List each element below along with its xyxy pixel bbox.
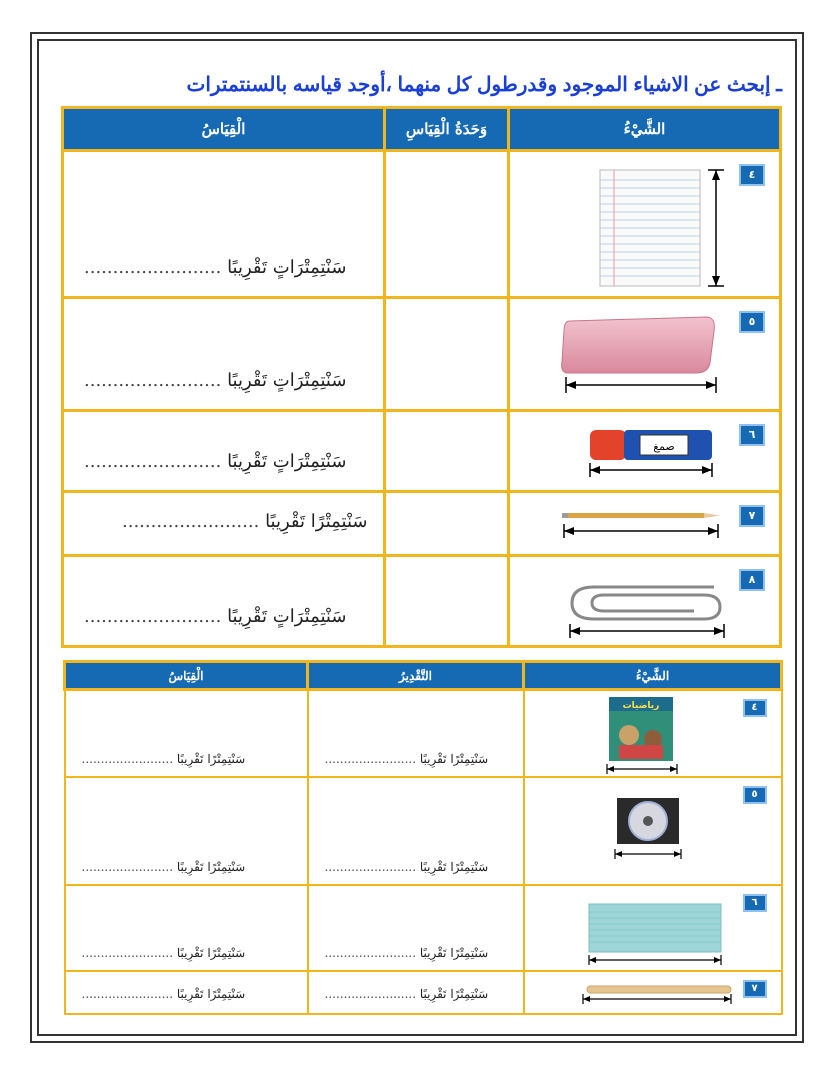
table-row [63,151,781,298]
answer-blank: ........................ [84,257,222,278]
answer-text: سَنْتِمِتْرًا تَقْرِيبًا [176,945,246,960]
answer-blank: ........................ [84,370,222,391]
measure-cell[interactable] [65,777,308,885]
answer-blank: ........................ [84,606,222,627]
item-number: ٧ [739,505,765,527]
table-row [63,411,781,492]
page-title: ـ إبحث عن الاشياء الموجود وقدرطول كل منهما ،أوجد قياسه بالسنتمترات [186,74,782,96]
measure-cell[interactable] [63,492,385,556]
answer-blank: ........................ [122,511,260,532]
measurement-table [61,106,782,648]
item-number: ٧ [743,980,767,998]
table-header-row [65,662,782,690]
header-estimate: التَّقْدِيرُ [308,662,524,690]
eraser-icon [556,313,736,403]
table-row [63,492,781,556]
table-row [63,556,781,647]
glue-stick-icon [582,424,732,484]
table-row [65,690,782,777]
unit-cell[interactable] [385,151,509,298]
paper-clip-icon [564,575,734,639]
estimate-cell[interactable] [308,690,524,777]
measure-cell[interactable] [65,885,308,971]
table-row [65,777,782,885]
item-number: ٤ [743,699,767,717]
measure-cell[interactable] [63,411,385,492]
item-number: ٥ [743,786,767,804]
answer-text: سَنْتِمِتْرًا تَقْرِيبًا [176,751,246,766]
header-object: الشَّيْءُ [509,108,781,151]
header-object: الشَّيْءُ [524,662,782,690]
header-measure: الْقِيَاسُ [65,662,308,690]
item-number: ٤ [739,164,765,186]
object-cell [509,298,781,411]
unit-cell[interactable] [385,411,509,492]
estimate-blank: ........................ [324,945,417,960]
unit-cell[interactable] [385,492,509,556]
object-cell [524,777,782,885]
answer-text: سَنْتِمِتْرَاتٍ تَقْرِيبًا [227,370,347,391]
answer-text: سَنْتِمِتْرَاتٍ تَقْرِيبًا [227,257,347,278]
estimate-cell[interactable] [308,885,524,971]
item-number: ٥ [739,311,765,333]
measure-cell[interactable] [63,151,385,298]
estimate-table [63,660,783,1015]
measure-cell[interactable] [63,556,385,647]
glue-label: صمغ [653,440,675,453]
estimate-cell[interactable] [308,971,524,1014]
pencil-icon [558,509,728,545]
index-card-icon [583,900,733,966]
answer-text: سَنْتِمِتْرًا تَقْرِيبًا [176,859,246,874]
notebook-paper-icon [598,166,738,291]
object-cell [509,151,781,298]
estimate-text: سَنْتِمِتْرًا تَقْرِيبًا [419,859,489,874]
unit-cell[interactable] [385,298,509,411]
table-header-row [63,108,781,151]
answer-blank: ........................ [81,986,174,1001]
estimate-blank: ........................ [324,859,417,874]
table-row [65,971,782,1014]
book-title: رياضيات [622,701,659,711]
object-cell [509,492,781,556]
unit-cell[interactable] [385,556,509,647]
estimate-text: سَنْتِمِتْرًا تَقْرِيبًا [419,986,489,1001]
header-measure: الْقِيَاسُ [63,108,385,151]
header-unit: وَحَدَةُ الْقِيَاسِ [385,108,509,151]
answer-blank: ........................ [84,451,222,472]
answer-text: سَنْتِمِتْرَاتٍ تَقْرِيبًا [227,606,347,627]
item-number: ٦ [739,424,765,446]
answer-text: سَنْتِمِتْرَاتٍ تَقْرِيبًا [227,451,347,472]
object-cell [509,556,781,647]
estimate-blank: ........................ [324,986,417,1001]
answer-text: سَنْتِمِتْرًا تَقْرِيبًا [265,511,368,532]
table-row [65,885,782,971]
object-cell [524,690,782,777]
measure-cell[interactable] [65,971,308,1014]
answer-blank: ........................ [81,859,174,874]
object-cell [524,885,782,971]
item-number: ٦ [743,894,767,912]
answer-blank: ........................ [81,945,174,960]
answer-blank: ........................ [81,751,174,766]
craft-stick-icon [577,984,737,1008]
measure-cell[interactable] [65,690,308,777]
item-number: ٨ [739,569,765,591]
estimate-cell[interactable] [308,777,524,885]
table-row [63,298,781,411]
answer-text: سَنْتِمِتْرًا تَقْرِيبًا [176,986,246,1001]
measure-cell[interactable] [63,298,385,411]
object-cell [509,411,781,492]
cd-case-icon [611,794,701,860]
textbook-icon [601,695,701,777]
object-cell [524,971,782,1014]
estimate-text: سَنْتِمِتْرًا تَقْرِيبًا [419,751,489,766]
estimate-blank: ........................ [324,751,417,766]
estimate-text: سَنْتِمِتْرًا تَقْرِيبًا [419,945,489,960]
